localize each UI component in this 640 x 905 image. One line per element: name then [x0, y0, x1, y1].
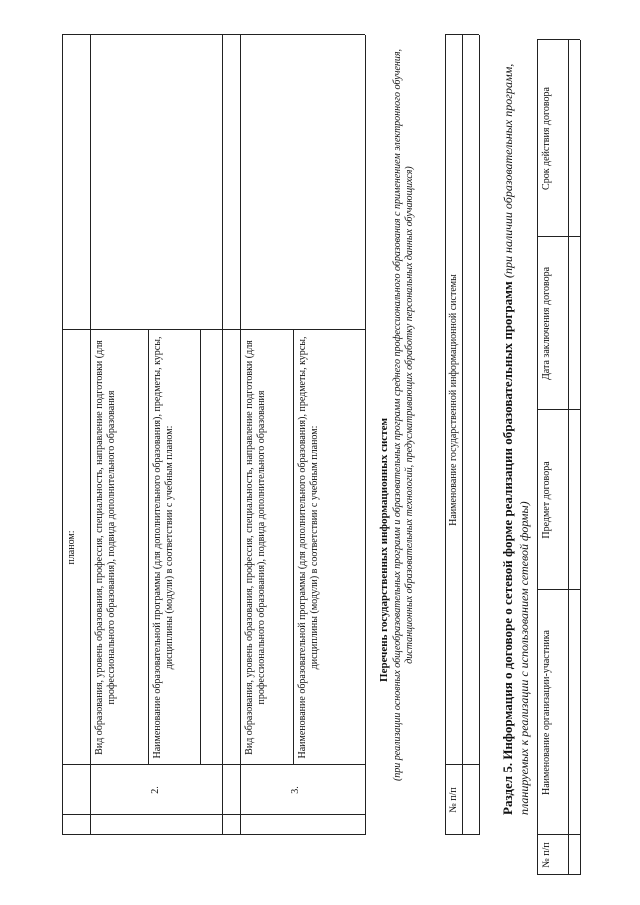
- section5-subtitle: (при наличии образовательных программ, планируемых к реализации с использованием сетевой формы): [501, 63, 531, 815]
- gis-table-top: [445, 35, 446, 835]
- table-col-rule: [62, 329, 365, 330]
- table-border-bottom: [365, 35, 366, 835]
- s5-col-date: Дата заключения договора: [541, 266, 552, 381]
- gis-table-bottom: [479, 35, 480, 835]
- s5-table-bottom: [580, 40, 581, 875]
- table-rule: [240, 35, 241, 835]
- row-cell-kind: Вид образования, уровень образования, профессия, специальность, направление подготовки (для профессионального образования), подвида дополнительного образования: [94, 340, 117, 755]
- gis-col-name: Наименование государственной информационной системы: [448, 274, 459, 526]
- table-border-left: [62, 834, 365, 835]
- s5-col-term: Срок действия договора: [541, 87, 552, 190]
- table-col-rule: [62, 764, 365, 765]
- section5-heading: [500, 25, 532, 815]
- gis-note: (при реализации основных общеобразовательных программ и образовательных программ среднего профессионального образования с применением электронного обучения, дистанционных образовательных технологий, предусматривающих обработку персональных данных обучающихся): [392, 48, 415, 782]
- section5-title: Раздел 5. Информация о договоре о сетевой форме реализации образовательных программ: [500, 281, 515, 815]
- s5-table-rule: [568, 40, 569, 875]
- row-cell-program: Наименование образовательной программы (для дополнительного образования), предметы, курсы, дисциплины (модули) в соответствии с учебным планом:: [152, 336, 175, 759]
- row-number: 2.: [150, 786, 161, 794]
- table-border-right: [62, 34, 365, 35]
- row-number: 3.: [290, 786, 301, 794]
- s5-table-top: [537, 40, 538, 875]
- top-row-text: планом:: [66, 530, 77, 565]
- table-rule: [222, 35, 223, 835]
- s5-col-subject: Предмет договора: [541, 461, 552, 539]
- gis-col-num: № п/п: [448, 787, 459, 813]
- table-border-top: [62, 35, 63, 835]
- gis-table-rule: [462, 35, 463, 835]
- s5-col-org: Наименование организации-участника: [541, 630, 552, 795]
- gis-title: Перечень государственных информационных систем: [378, 418, 390, 682]
- table-rule: [90, 35, 91, 835]
- row-cell-program: Наименование образовательной программы (для дополнительного образования), предметы, курсы, дисциплины (модули) в соответствии с учебным планом:: [297, 336, 320, 759]
- table-inner-rule: [200, 330, 201, 765]
- table-inner-rule: [148, 330, 149, 765]
- table-inner-rule: [293, 330, 294, 765]
- row-cell-kind: Вид образования, уровень образования, профессия, специальность, направление подготовки (для профессионального образования), подвида дополнительного образования: [244, 340, 267, 755]
- s5-col-num: № п/п: [541, 842, 552, 868]
- table-col-rule: [62, 814, 365, 815]
